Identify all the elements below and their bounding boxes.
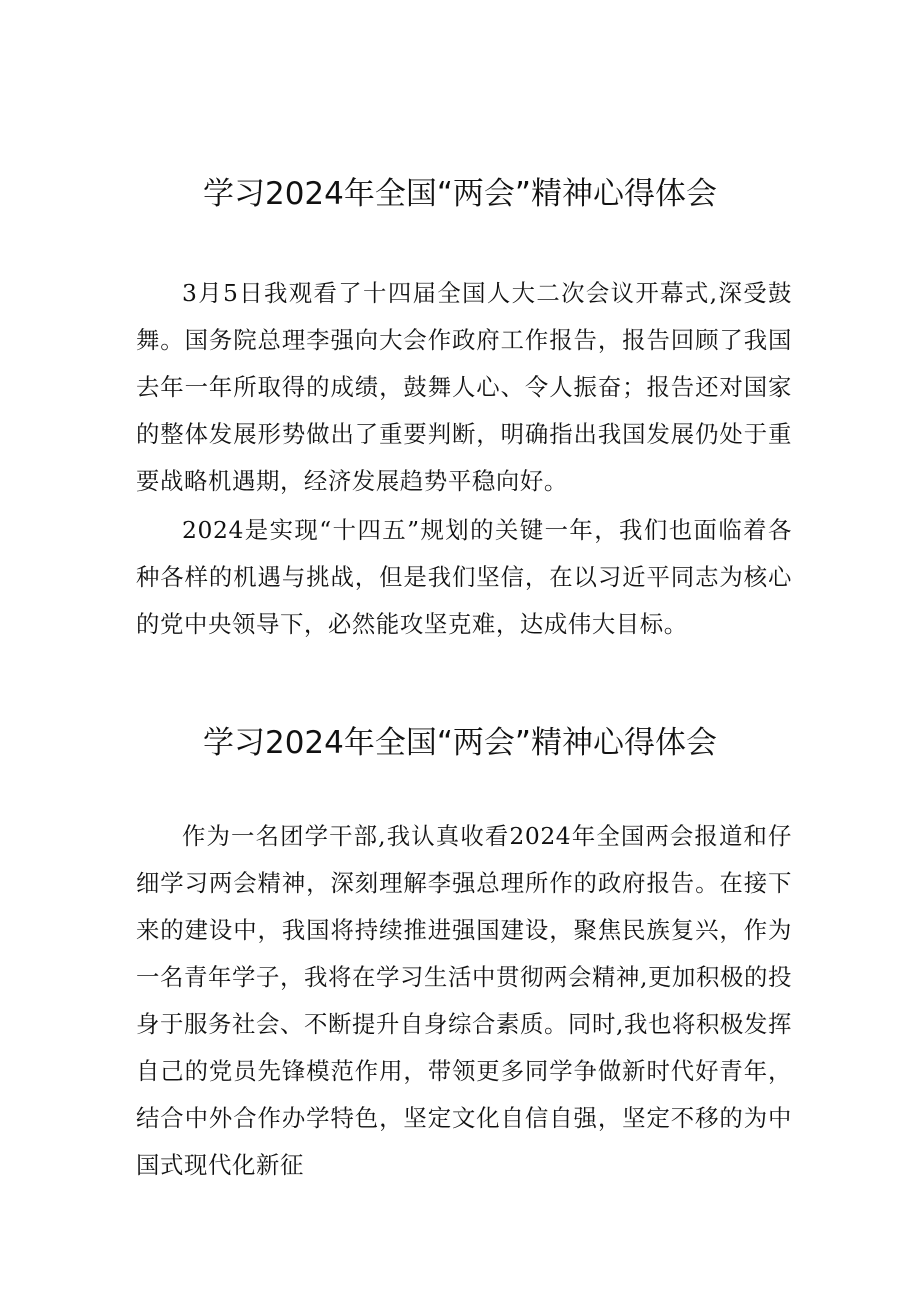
essay-2-title: 学习2024年全国“两会”精神心得体会 [202, 725, 717, 761]
essay-1-paragraph-2: 2024是实现“十四五”规划的关键一年，我们也面临着各种各样的机遇与挑战，但是我们坚信，在以习近平同志为核心的党中央领导下，必然能攻坚克难，达成伟大目标。 [136, 516, 792, 638]
essay-1-paragraph-1: 3月5日我观看了十四届全国人大二次会议开幕式,深受鼓舞。国务院总理李强向大会作政府工作报告，报告回顾了我国去年一年所取得的成绩，鼓舞人心、令人振奋；报告还对国家的整体发展形势做出了重要判断，明确指出我国发展仍处于重要战略机遇期，经济发展趋势平稳向好。 [136, 279, 792, 495]
essay-1-title: 学习2024年全国“两会”精神心得体会 [202, 176, 717, 212]
essay-2-paragraph-1: 作为一名团学干部,我认真收看2024年全国两会报道和仔细学习两会精神，深刻理解李强总理所作的政府报告。在接下来的建设中，我国将持续推进强国建设，聚焦民族复兴，作为一名青年学子，我将在学习生活中贯彻两会精神,更加积极的投身于服务社会、不断提升自身综合素质。同时,我也将积极发挥自己的党员先锋模范作用，带领更多同学争做新时代好青年，结合中外合作办学特色，坚定文化自信自强，坚定不移的为中国式现代化新征 [136, 822, 792, 1179]
